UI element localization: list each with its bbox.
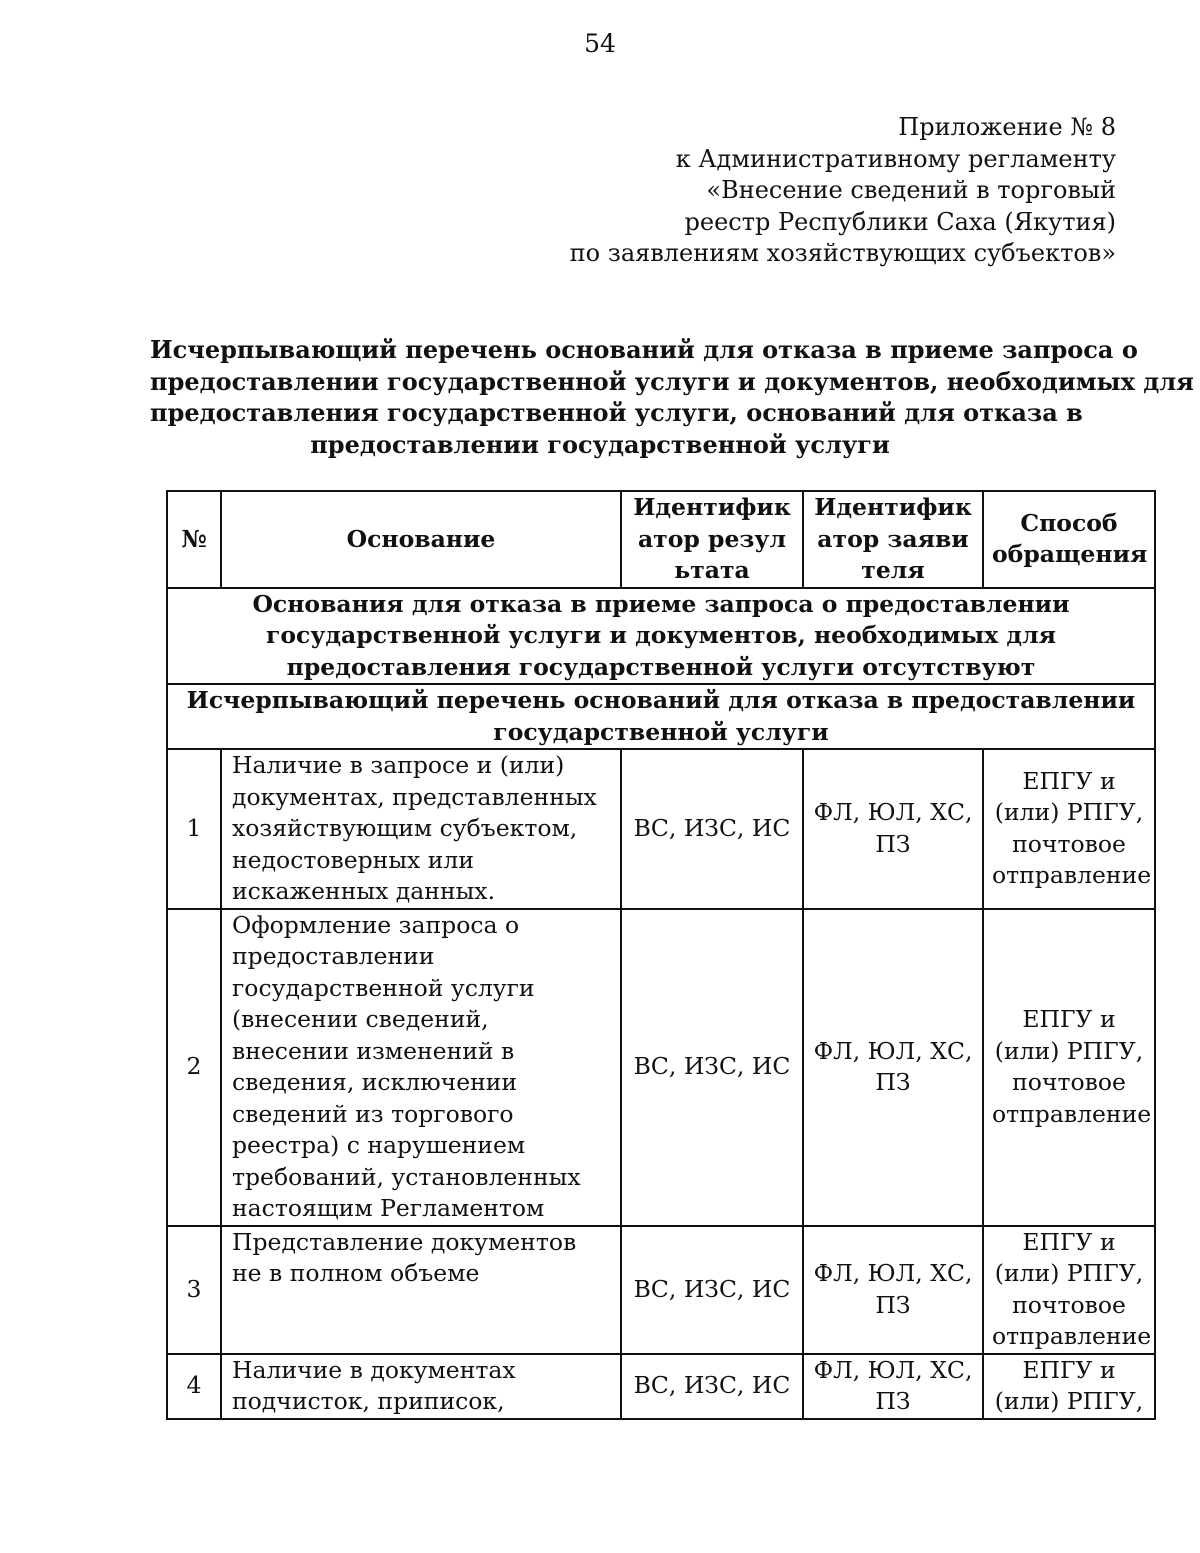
title-line: предоставления государственной услуги, оснований для отказа в bbox=[150, 398, 1083, 427]
row-basis: Представление документов не в полном объеме bbox=[221, 1226, 621, 1354]
title-line: предоставлении государственной услуги и документов, необходимых для bbox=[150, 366, 1194, 396]
row-number: 1 bbox=[167, 749, 221, 909]
row-number: 3 bbox=[167, 1226, 221, 1354]
row-method: ЕПГУ и (или) РПГУ, почтовое отправление bbox=[983, 749, 1155, 909]
section-refusal-grounds: Исчерпывающий перечень оснований для отказа в предоставлении государственной услуги bbox=[167, 684, 1155, 749]
row-basis: Оформление запроса о предоставлении государственной услуги (внесении сведений, внесении изменений в сведения, исключении сведений из торгового реестра) с нарушением требований, установленных настоящим Регламентом bbox=[221, 909, 621, 1226]
header-result-id: Идентификатор результата bbox=[621, 491, 803, 588]
title-line: предоставлении государственной услуги bbox=[310, 429, 890, 459]
section-no-grounds: Основания для отказа в приеме запроса о предоставлении государственной услуги и документов, необходимых для предоставления государственной услуги отсутствуют bbox=[167, 588, 1155, 685]
row-number: 2 bbox=[167, 909, 221, 1226]
appendix-line: реестр Республики Саха (Якутия) bbox=[684, 207, 1116, 236]
grounds-table bbox=[166, 490, 1156, 1420]
section-row bbox=[167, 684, 1155, 749]
row-basis: Наличие в запросе и (или) документах, представленных хозяйствующим субъектом, недостоверных или искаженных данных. bbox=[221, 749, 621, 909]
appendix-line: к Административному регламенту bbox=[675, 144, 1116, 173]
row-result-id: ВС, ИЗС, ИС bbox=[621, 749, 803, 909]
row-applicant-id: ФЛ, ЮЛ, ХС, ПЗ bbox=[803, 749, 983, 909]
header-basis: Основание bbox=[221, 491, 621, 588]
header-method: Способ обращения bbox=[983, 491, 1155, 588]
table-row bbox=[167, 909, 1155, 1226]
table-row bbox=[167, 1226, 1155, 1354]
header-number: № bbox=[167, 491, 221, 588]
row-applicant-id: ФЛ, ЮЛ, ХС, ПЗ bbox=[803, 1226, 983, 1354]
row-result-id: ВС, ИЗС, ИС bbox=[621, 1354, 803, 1419]
table-row bbox=[167, 1354, 1155, 1419]
table-header-row bbox=[167, 491, 1155, 588]
row-result-id: ВС, ИЗС, ИС bbox=[621, 909, 803, 1226]
page-number: 54 bbox=[584, 29, 616, 58]
header-applicant-id: Идентификатор заявителя bbox=[803, 491, 983, 588]
row-applicant-id: ФЛ, ЮЛ, ХС, ПЗ bbox=[803, 909, 983, 1226]
section-row bbox=[167, 588, 1155, 685]
row-applicant-id: ФЛ, ЮЛ, ХС, ПЗ bbox=[803, 1354, 983, 1419]
title-line: Исчерпывающий перечень оснований для отказа в приеме запроса о bbox=[150, 335, 1138, 364]
appendix-line: по заявлениям хозяйствующих субъектов» bbox=[569, 239, 1116, 267]
appendix-line: Приложение № 8 bbox=[898, 113, 1116, 141]
row-method: ЕПГУ и (или) РПГУ, почтовое отправление bbox=[983, 909, 1155, 1226]
row-number: 4 bbox=[167, 1354, 221, 1419]
row-method: ЕПГУ и (или) РПГУ, почтовое отправление bbox=[983, 1226, 1155, 1354]
table-row bbox=[167, 749, 1155, 909]
row-result-id: ВС, ИЗС, ИС bbox=[621, 1226, 803, 1354]
row-basis: Наличие в документах подчисток, приписок, bbox=[221, 1354, 621, 1419]
appendix-line: «Внесение сведений в торговый bbox=[706, 176, 1116, 204]
appendix-block bbox=[496, 112, 1116, 270]
row-method: ЕПГУ и (или) РПГУ, bbox=[983, 1354, 1155, 1419]
document-title bbox=[150, 334, 1194, 460]
